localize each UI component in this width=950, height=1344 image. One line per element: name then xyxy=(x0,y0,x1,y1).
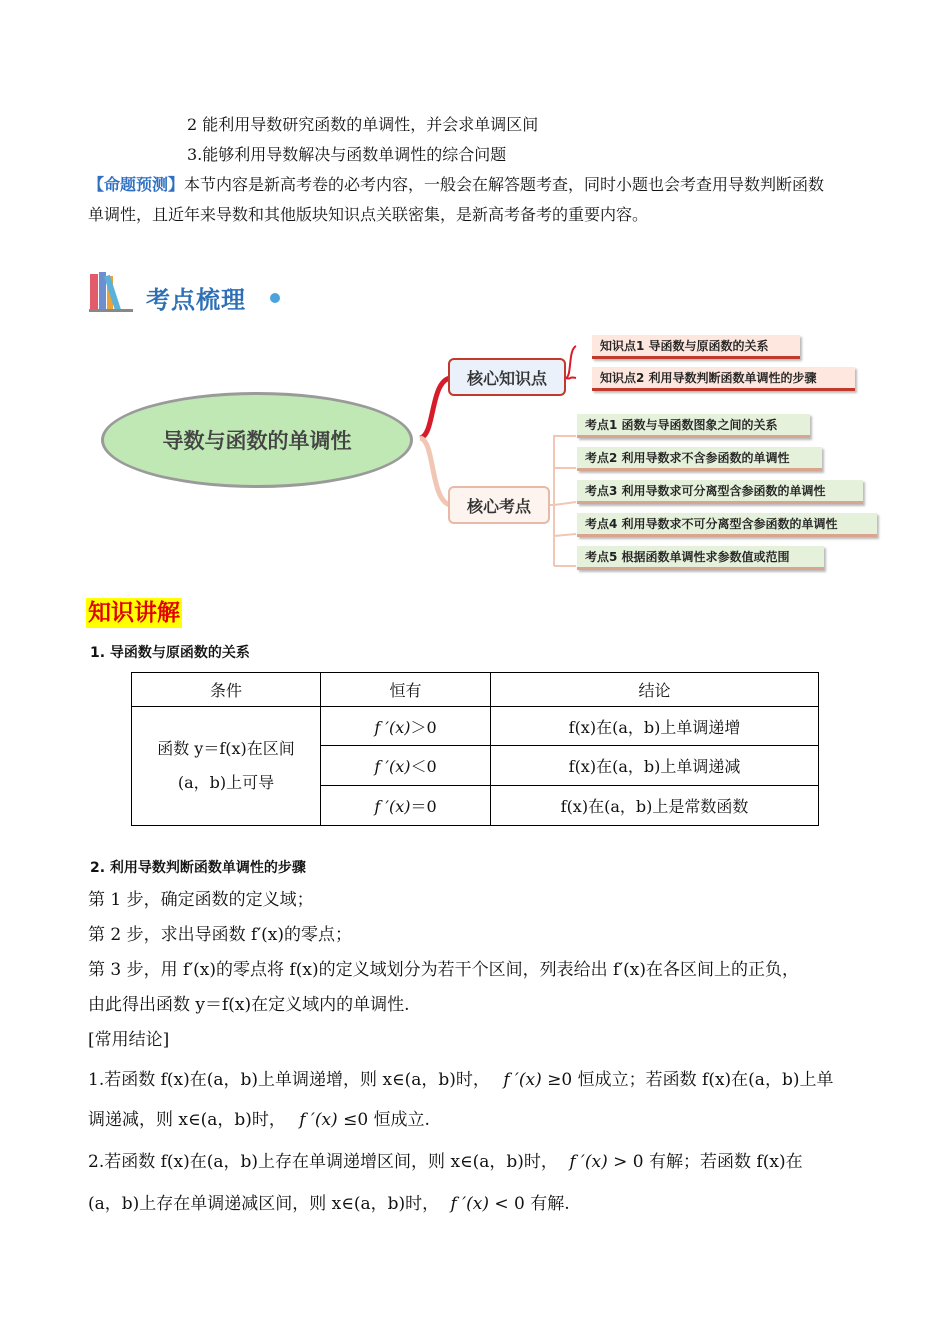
c1a-text-2: 恒成立；若函数 f(x)在(a，b)上单 xyxy=(577,1070,834,1090)
c1b-fprime: f ′(x) xyxy=(299,1110,338,1130)
books-icon xyxy=(89,270,133,312)
knowledge-title: 知识讲解 xyxy=(88,600,180,626)
mindmap-hub-exam: 核心考点 xyxy=(448,486,550,524)
rel-3: ＝0 xyxy=(410,797,437,816)
table-row2-rel xyxy=(321,746,491,786)
sec2-heading: 2. 利用导数判断函数单调性的步骤 xyxy=(90,860,306,876)
table-header-condition: 条件 xyxy=(132,673,321,707)
conclusion-2-line-a xyxy=(88,1150,803,1174)
conclusion-2-line-b xyxy=(88,1192,570,1216)
mindmap-exam-1: 考点1 函数与导函数图象之间的关系 xyxy=(577,414,810,438)
fprime-3: f ′(x) xyxy=(374,797,411,816)
c1a-ineq: ≥0 xyxy=(547,1070,573,1090)
condition-line-2: (a，b)上可导 xyxy=(177,773,275,792)
c1a-fprime: f ′(x) xyxy=(503,1070,542,1090)
step-3a: 第 3 步，用 f′(x)的零点将 f(x)的定义域划分为若干个区间，列表给出 f′(x)在各区间上的正负， xyxy=(88,960,799,980)
conclusion-1-line-b xyxy=(88,1108,430,1132)
mindmap-center: 导数与函数的单调性 xyxy=(101,392,413,488)
table-row1-conclusion: f(x)在(a，b)上单调递增 xyxy=(491,707,819,746)
table-row2-conclusion: f(x)在(a，b)上单调递减 xyxy=(491,746,819,786)
c1a-text-1: 1.若函数 f(x)在(a，b)上单调递增，则 x∈(a，b)时， xyxy=(88,1070,490,1090)
prediction-text-2: 单调性，且近年来导数和其他版块知识点关联密集，是新高考备考的重要内容。 xyxy=(88,205,649,224)
c2a-fprime: f ′(x) xyxy=(569,1152,608,1172)
section-title: 考点梳理 xyxy=(146,286,246,314)
mindmap-exam-2: 考点2 利用导数求不含参函数的单调性 xyxy=(577,447,822,471)
c1b-ineq: ≤0 xyxy=(343,1110,369,1130)
table-row1-rel xyxy=(321,707,491,746)
derivative-table xyxy=(131,672,819,826)
fprime-2: f ′(x) xyxy=(374,757,411,776)
table-row3-conclusion: f(x)在(a，b)上是常数函数 xyxy=(491,786,819,826)
table-header-always: 恒有 xyxy=(321,673,491,707)
prediction-paragraph xyxy=(88,170,868,230)
condition-line-1: 函数 y＝f(x)在区间 xyxy=(157,739,295,758)
table-condition-cell xyxy=(132,707,321,826)
step-1: 第 1 步，确定函数的定义域； xyxy=(88,890,314,910)
sec1-heading: 1. 导函数与原函数的关系 xyxy=(90,645,250,661)
fprime-1: f ′(x) xyxy=(374,717,411,737)
mindmap-exam-5: 考点5 根据函数单调性求参数值或范围 xyxy=(577,546,824,570)
prediction-text-1: 本节内容是新高考卷的必考内容，一般会在解答题考查，同时小题也会考查用导数判断函数 xyxy=(184,175,825,194)
c2b-text-2: 有解. xyxy=(530,1194,570,1214)
c2a-text-2: 有解；若函数 f(x)在 xyxy=(649,1152,803,1172)
table-header-conclusion: 结论 xyxy=(491,673,819,707)
section-dot-icon xyxy=(270,293,280,303)
table-row3-rel xyxy=(321,786,491,826)
rel-2: ＜0 xyxy=(410,757,437,776)
objective-3: 3.能够利用导数解决与函数单调性的综合问题 xyxy=(187,145,507,164)
c2b-ineq: < 0 xyxy=(494,1194,525,1214)
conclusion-1-line-a xyxy=(88,1068,833,1092)
c2b-fprime: f ′(x) xyxy=(450,1194,489,1214)
prediction-tag: 【命题预测】 xyxy=(88,175,185,194)
rel-1: ＞0 xyxy=(410,717,437,737)
mindmap-hub-knowledge: 核心知识点 xyxy=(448,358,566,396)
step-3b: 由此得出函数 y＝f(x)在定义域内的单调性. xyxy=(88,995,410,1015)
c2a-text-1: 2.若函数 f(x)在(a，b)上存在单调递增区间，则 x∈(a，b)时， xyxy=(88,1152,558,1172)
mindmap-exam-3: 考点3 利用导数求可分离型含参函数的单调性 xyxy=(577,480,863,504)
mindmap-exam-4: 考点4 利用导数求不可分离型含参函数的单调性 xyxy=(577,513,877,537)
c2a-ineq: > 0 xyxy=(613,1152,644,1172)
mindmap-knowledge-2: 知识点2 利用导数判断函数单调性的步骤 xyxy=(592,367,855,391)
mindmap-knowledge-1: 知识点1 导函数与原函数的关系 xyxy=(592,335,800,359)
objective-2: 2 能利用导数研究函数的单调性，并会求单调区间 xyxy=(187,115,539,134)
c1b-text-1: 调递减，则 x∈(a，b)时， xyxy=(88,1110,286,1130)
c2b-text-1: (a，b)上存在单调递减区间，则 x∈(a，b)时， xyxy=(88,1194,440,1214)
step-2: 第 2 步，求出导函数 f′(x)的零点； xyxy=(88,925,353,945)
c1b-text-2: 恒成立. xyxy=(373,1110,430,1130)
common-conclusions-label: [常用结论] xyxy=(88,1030,170,1050)
